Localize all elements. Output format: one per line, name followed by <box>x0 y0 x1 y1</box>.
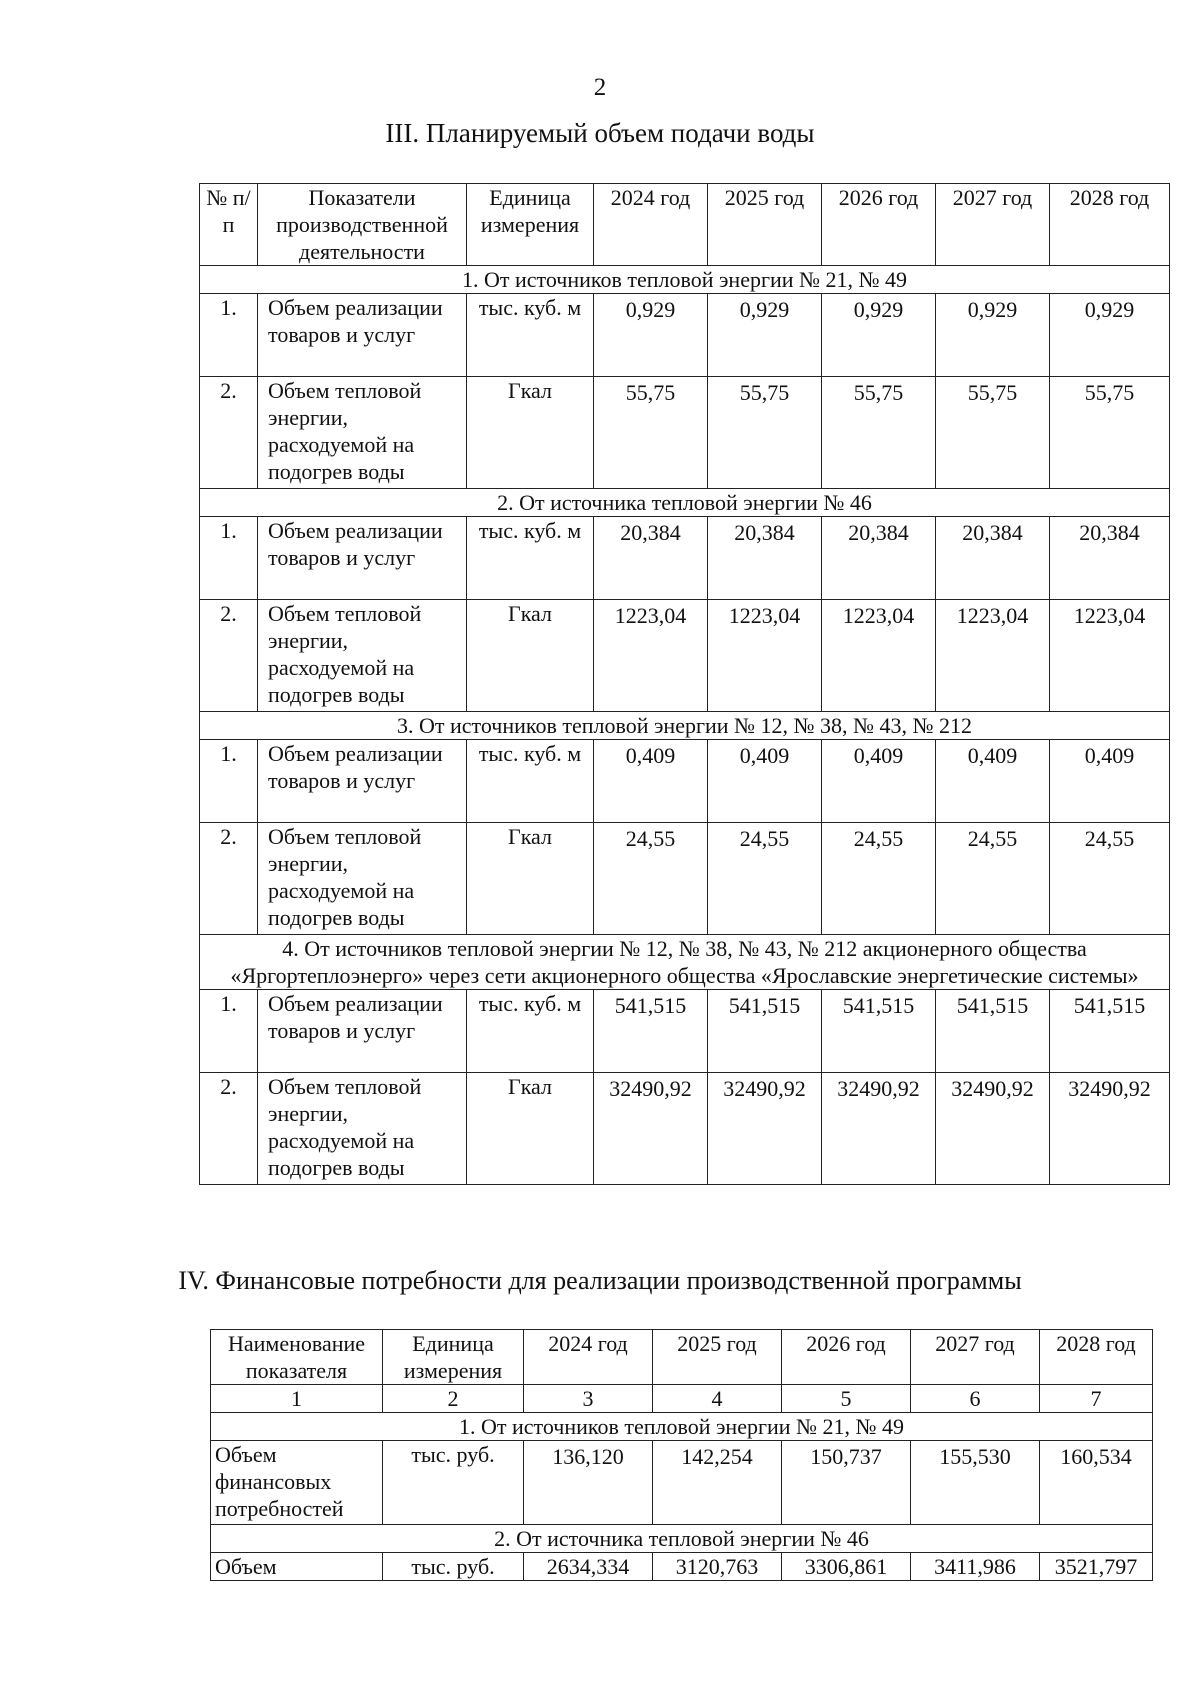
row-number: 1. <box>200 990 258 1073</box>
unit: Гкал <box>467 600 594 712</box>
header-cell: 2026 год <box>822 184 936 266</box>
value-2025: 20,384 <box>708 517 822 600</box>
value-2027: 0,929 <box>936 294 1050 377</box>
group-title: 3. От источников тепловой энергии № 12, № 38, № 43, № 212 <box>200 712 1170 740</box>
value-2025: 0,409 <box>708 740 822 823</box>
header-cell: Единица измерения <box>383 1330 524 1385</box>
header-cell: 2028 год <box>1050 184 1170 266</box>
value-2028: 24,55 <box>1050 823 1170 935</box>
column-number: 6 <box>911 1385 1040 1413</box>
value-2024: 20,384 <box>594 517 708 600</box>
header-cell: Наименование показателя <box>211 1330 383 1385</box>
value-2026: 0,409 <box>822 740 936 823</box>
indicator-name: Объем тепловой энергии, расходуемой на подогрев воды <box>258 600 467 712</box>
value-2024: 2634,334 <box>524 1553 653 1581</box>
indicator-name: Объем тепловой энергии, расходуемой на подогрев воды <box>258 823 467 935</box>
page-number: 2 <box>593 74 607 101</box>
header-cell: 2026 год <box>782 1330 911 1385</box>
table-row <box>200 823 1170 935</box>
value-2028: 55,75 <box>1050 377 1170 489</box>
row-number: 1. <box>200 517 258 600</box>
value-2027: 55,75 <box>936 377 1050 489</box>
unit: тыс. руб. <box>383 1553 524 1581</box>
indicator-name: Объем реализации товаров и услуг <box>258 517 467 600</box>
value-2028: 0,409 <box>1050 740 1170 823</box>
water-supply-table <box>199 183 1170 1185</box>
unit: тыс. куб. м <box>467 517 594 600</box>
header-cell: 2024 год <box>594 184 708 266</box>
value-2028: 3521,797 <box>1040 1553 1153 1581</box>
value-2028: 541,515 <box>1050 990 1170 1073</box>
value-2025: 3120,763 <box>653 1553 782 1581</box>
table-row <box>200 517 1170 600</box>
header-cell: 2024 год <box>524 1330 653 1385</box>
column-number: 4 <box>653 1385 782 1413</box>
value-2026: 24,55 <box>822 823 936 935</box>
value-2028: 32490,92 <box>1050 1073 1170 1185</box>
value-2024: 24,55 <box>594 823 708 935</box>
financial-needs-table <box>210 1329 1153 1581</box>
value-2025: 32490,92 <box>708 1073 822 1185</box>
row-number: 2. <box>200 1073 258 1185</box>
table-header-row <box>200 184 1170 266</box>
table-row <box>200 294 1170 377</box>
indicator-name: Объем <box>211 1553 383 1581</box>
header-cell: 2025 год <box>708 184 822 266</box>
header-cell: Показатели производственной деятельности <box>258 184 467 266</box>
value-2024: 32490,92 <box>594 1073 708 1185</box>
indicator-name: Объем финансовых потребностей <box>211 1441 383 1525</box>
row-number: 2. <box>200 600 258 712</box>
group-header-row <box>200 266 1170 294</box>
unit: тыс. куб. м <box>467 740 594 823</box>
value-2025: 142,254 <box>653 1441 782 1525</box>
section-4-title: IV. Финансовые потребности для реализации производственной программы <box>178 1266 1022 1295</box>
value-2024: 136,120 <box>524 1441 653 1525</box>
value-2026: 20,384 <box>822 517 936 600</box>
value-2026: 32490,92 <box>822 1073 936 1185</box>
group-header-row <box>200 935 1170 990</box>
unit: тыс. куб. м <box>467 990 594 1073</box>
row-number: 1. <box>200 740 258 823</box>
value-2027: 541,515 <box>936 990 1050 1073</box>
value-2027: 20,384 <box>936 517 1050 600</box>
row-number: 2. <box>200 823 258 935</box>
indicator-name: Объем реализации товаров и услуг <box>258 740 467 823</box>
value-2025: 55,75 <box>708 377 822 489</box>
column-number: 2 <box>383 1385 524 1413</box>
value-2025: 0,929 <box>708 294 822 377</box>
header-cell: № п/п <box>200 184 258 266</box>
value-2028: 0,929 <box>1050 294 1170 377</box>
value-2024: 1223,04 <box>594 600 708 712</box>
header-cell: 2027 год <box>936 184 1050 266</box>
column-number-row <box>211 1385 1153 1413</box>
value-2024: 0,929 <box>594 294 708 377</box>
value-2027: 155,530 <box>911 1441 1040 1525</box>
group-header-row <box>211 1525 1153 1553</box>
value-2027: 32490,92 <box>936 1073 1050 1185</box>
value-2027: 0,409 <box>936 740 1050 823</box>
header-cell: 2027 год <box>911 1330 1040 1385</box>
value-2026: 3306,861 <box>782 1553 911 1581</box>
value-2026: 541,515 <box>822 990 936 1073</box>
group-title: 2. От источника тепловой энергии № 46 <box>200 489 1170 517</box>
indicator-name: Объем реализации товаров и услуг <box>258 294 467 377</box>
group-title: 1. От источников тепловой энергии № 21, № 49 <box>211 1413 1153 1441</box>
group-title: 4. От источников тепловой энергии № 12, № 38, № 43, № 212 акционерного общества «Яргортеплоэнерго» через сети акционерного общества «Ярославские энергетические системы» <box>200 935 1170 990</box>
value-2026: 150,737 <box>782 1441 911 1525</box>
table-row <box>211 1441 1153 1525</box>
table-row <box>200 1073 1170 1185</box>
value-2024: 55,75 <box>594 377 708 489</box>
value-2024: 541,515 <box>594 990 708 1073</box>
value-2026: 1223,04 <box>822 600 936 712</box>
value-2025: 1223,04 <box>708 600 822 712</box>
value-2027: 1223,04 <box>936 600 1050 712</box>
group-title: 1. От источников тепловой энергии № 21, № 49 <box>200 266 1170 294</box>
header-cell: 2028 год <box>1040 1330 1153 1385</box>
column-number: 3 <box>524 1385 653 1413</box>
table-row <box>200 990 1170 1073</box>
value-2024: 0,409 <box>594 740 708 823</box>
unit: тыс. руб. <box>383 1441 524 1525</box>
unit: Гкал <box>467 377 594 489</box>
value-2028: 160,534 <box>1040 1441 1153 1525</box>
value-2028: 20,384 <box>1050 517 1170 600</box>
header-cell: 2025 год <box>653 1330 782 1385</box>
table-row <box>200 600 1170 712</box>
unit: Гкал <box>467 1073 594 1185</box>
value-2026: 55,75 <box>822 377 936 489</box>
column-number: 7 <box>1040 1385 1153 1413</box>
unit: тыс. куб. м <box>467 294 594 377</box>
table-row <box>211 1553 1153 1581</box>
table-row <box>200 740 1170 823</box>
group-header-row <box>200 712 1170 740</box>
column-number: 5 <box>782 1385 911 1413</box>
value-2028: 1223,04 <box>1050 600 1170 712</box>
column-number: 1 <box>211 1385 383 1413</box>
header-cell: Единица измерения <box>467 184 594 266</box>
value-2026: 0,929 <box>822 294 936 377</box>
group-title: 2. От источника тепловой энергии № 46 <box>211 1525 1153 1553</box>
indicator-name: Объем реализации товаров и услуг <box>258 990 467 1073</box>
table-header-row <box>211 1330 1153 1385</box>
group-header-row <box>211 1413 1153 1441</box>
unit: Гкал <box>467 823 594 935</box>
value-2027: 3411,986 <box>911 1553 1040 1581</box>
value-2027: 24,55 <box>936 823 1050 935</box>
table-row <box>200 377 1170 489</box>
row-number: 2. <box>200 377 258 489</box>
indicator-name: Объем тепловой энергии, расходуемой на подогрев воды <box>258 377 467 489</box>
section-3-title: III. Планируемый объем подачи воды <box>385 118 815 148</box>
group-header-row <box>200 489 1170 517</box>
indicator-name: Объем тепловой энергии, расходуемой на подогрев воды <box>258 1073 467 1185</box>
value-2025: 24,55 <box>708 823 822 935</box>
value-2025: 541,515 <box>708 990 822 1073</box>
row-number: 1. <box>200 294 258 377</box>
